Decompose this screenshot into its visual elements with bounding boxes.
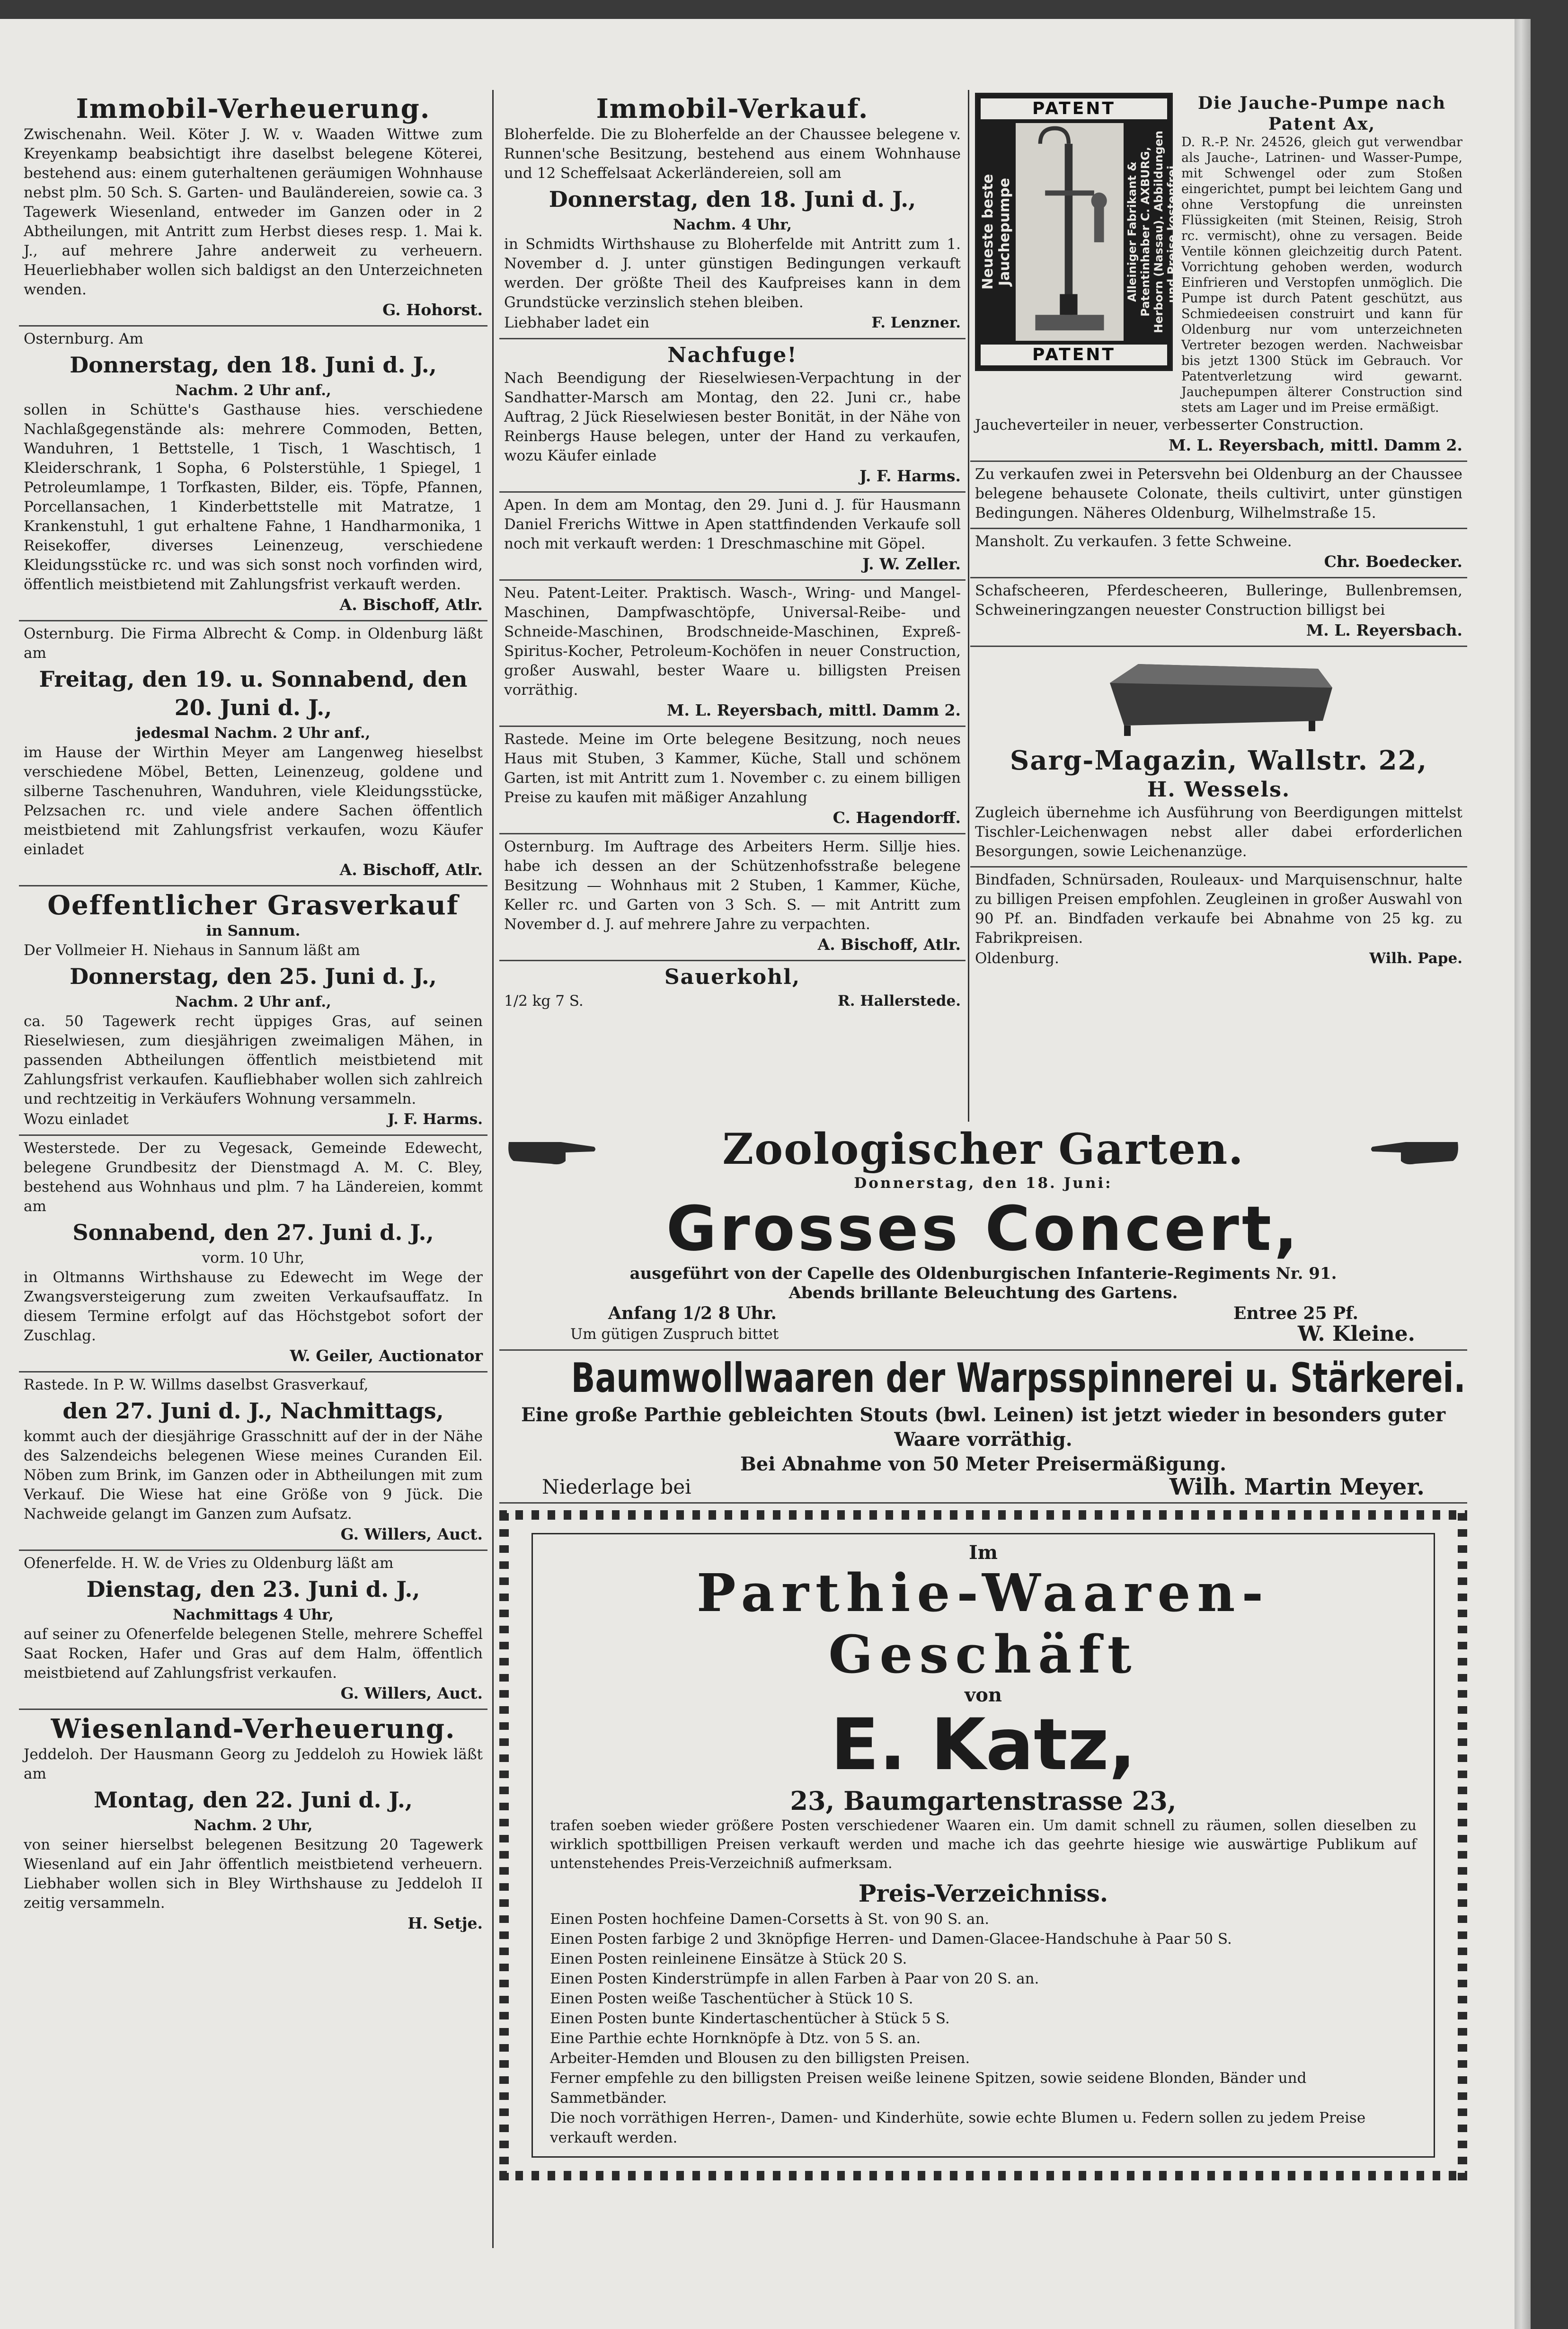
patent-label-top: PATENT: [981, 98, 1167, 119]
ad-body: Bindfaden, Schnürsaden, Rouleaux- und Marquisenschnur, halte zu billigen Preisen empfohlen. Zeugleinen in großer Auswahl von 90 Pf. an. Bindfaden verkaufe bei Abnahme von 25 kg. zu Fabrikpreisen.: [975, 871, 1462, 947]
ad-name: H. Wessels.: [1147, 778, 1291, 802]
price-item: Einen Posten Kinderstrümpfe in allen Farben à Paar von 20 S. an.: [550, 1970, 1039, 1987]
ad-body: Apen. In dem am Montag, den 29. Juni d. J. für Hausmann Daniel Frerichs Wittwe in Apen stattfindenden Verkaufe soll noch mit verkauft werden: 1 Dreschmaschine mit Göpel.: [504, 496, 961, 552]
ad-body: Bloherfelde. Die zu Bloherfelde an der Chaussee belegene v. Runnen'sche Besitzung, bestehend aus einem Wohnhause und 12 Scheffelsaat Ackerländereien, soll am: [504, 126, 961, 182]
ad-title: Nachfuge!: [667, 343, 797, 367]
ad-body: kommt auch der diesjährige Grasschnitt auf der in der Nähe des Salzendeichs belegenen Wiese meines Curanden Eil. Nöben zum Brink, im Ganzen oder in Abtheilungen mit zum Verkauf. Die Wiese hat eine Größe von 9 Jück. Die Nachweide gelangt im Ganzen zum Aufsatz.: [24, 1428, 483, 1523]
ad-body: Zu verkaufen zwei in Petersvehn bei Oldenburg an der Chaussee belegene behausete Colonate, theils cultivirt, unter günstigen Bedingungen. Näheres Oldenburg, Wilhelmstraße 15.: [975, 466, 1462, 522]
ad-depot: Niederlage bei: [542, 1475, 691, 1498]
ad-signature: G. Willers, Auct.: [340, 1684, 483, 1702]
ad-signature-row: [975, 948, 1462, 969]
ad-bindfaden: [970, 868, 1467, 974]
ad-signature: Wilh. Martin Meyer.: [1169, 1474, 1425, 1500]
patent-label-bottom: PATENT: [981, 345, 1167, 365]
ad-signature: A. Bischoff, Atlr.: [817, 935, 961, 954]
ad-signature: J. W. Zeller.: [862, 555, 961, 573]
ad-zoologischer-garten: [499, 1122, 1467, 1351]
ad-body: in Oltmanns Wirthshause zu Edewecht im Wege der Zwangsversteigerung zum zweiten Verkaufsauffatz. In diesem Termine erfolgt auf das Höchstgebot sofort der Zuschlag.: [24, 1269, 483, 1344]
column-rule-2: [968, 90, 969, 1122]
ad-rastede-besitzung: [499, 727, 966, 834]
ad-start-time: Anfang 1/2 8 Uhr.: [608, 1303, 777, 1323]
ad-im: Im: [968, 1541, 998, 1564]
ad-signature: A. Bischoff, Atlr.: [339, 595, 483, 614]
ad-line: Abends brillante Beleuchtung des Gartens.: [788, 1284, 1178, 1302]
price-item: Einen Posten weiße Taschentücher à Stück 10 S.: [550, 1990, 913, 2007]
zoo-sig-row: [504, 1324, 1462, 1345]
ad-line: ausgeführt von der Capelle des Oldenburgischen Infanterie-Regiments Nr. 91.: [629, 1264, 1337, 1283]
column-left: [19, 90, 487, 2248]
ad-invite: Wozu einladet: [24, 1111, 129, 1128]
ad-subtitle: in Sannum.: [206, 922, 301, 939]
ad-warpsspinnerei: [499, 1351, 1467, 1504]
ad-body: Nach Beendigung der Rieselwiesen-Verpachtung in der Sandhatter-Marsch am Montag, den 22. Juni cr., habe Auftrag, 2 Jück Rieselwiesen bester Bonität, in der Nähe von Reinbergs Hause belegen, unter der Hand zu verkaufen, wozu Käufer einlade: [504, 370, 961, 464]
ad-title: Sarg-Magazin, Wallstr. 22,: [1010, 745, 1428, 776]
ad-title: Die Jauche-Pumpe nach Patent Ax,: [1197, 93, 1446, 134]
ad-date: Donnerstag, den 25. Juni d. J.,: [70, 964, 437, 989]
ad-signature: J. F. Harms.: [859, 467, 961, 485]
ad-note: Jaucheverteiler in neuer, verbesserter Construction.: [975, 416, 1364, 434]
ad-body: Jeddeloh. Der Hausmann Georg zu Jeddeloh zu Howiek läßt am: [24, 1746, 483, 1782]
column-middle: [499, 90, 966, 1131]
ad-body: Osternburg. Im Auftrage des Arbeiters Herm. Sillje hies. habe ich dessen an der Schützenhofsstraße belegene Besitzung — Wohnhaus mit 2 Stuben, 1 Kammer, Küche, Keller rc. und Garten von 3 Sch. S. — mit Antritt zum November d. J. auf mehrere Jahre zu verpachten.: [504, 838, 961, 933]
ad-invite: Liebhaber ladet ein: [504, 314, 650, 331]
coffin-icon: [1096, 655, 1342, 740]
ad-time: Nachm. 2 Uhr,: [194, 1817, 313, 1834]
ad-signature: Chr. Boedecker.: [1324, 552, 1462, 571]
price-item: Ferner empfehle zu den billigsten Preisen weiße leinene Spitzen, sowie seidene Blonden, Bänder und Sammetbänder.: [550, 2070, 1307, 2107]
ad-body: Rastede. Meine im Orte belegene Besitzung, noch neues Haus mit Stuben, 3 Kammer, Küche, Stall und schönem Garten, ist mit Antritt zum 1. November c. zu einem billigen Preise zu kaufen mit mäßiger Anzahlung: [504, 731, 961, 806]
ad-body: Schafscheeren, Pferdescheeren, Bulleringe, Bullenbremsen, Schweineringzangen neuester Construction billigst bei: [975, 582, 1462, 619]
ad-address: 23, Baumgartenstrasse 23,: [790, 1786, 1177, 1816]
concert-title: Grosses Concert,: [666, 1193, 1301, 1265]
ad-time: vorm. 10 Uhr,: [202, 1249, 305, 1266]
ad-immobil-verheuerung: [19, 90, 487, 327]
ad-title: Immobil-Verheuerung.: [76, 93, 431, 124]
ad-nachfuge: [499, 339, 966, 493]
ad-katz: [532, 1533, 1435, 2158]
ad-title: Zoologischer Garten.: [722, 1124, 1244, 1174]
ad-osternburg-auction: [19, 327, 487, 621]
patent-side-right: Alleiniger Fabrikant & Patentinhaber C. AXBURG, Herborn (Nassau). Abbildungen und Preise kostenfrei.: [1125, 131, 1178, 333]
pump-illustration: [975, 93, 1178, 371]
ad-body: Mansholt. Zu verkaufen. 3 fette Schweine.: [975, 533, 1292, 550]
price-list: [550, 1909, 1417, 2148]
ad-patent-leiter: [499, 581, 966, 727]
ad-signature: W. Kleine.: [1297, 1322, 1415, 1346]
ad-signature: H. Setje.: [408, 1914, 483, 1932]
ad-signature: C. Hagendorff.: [833, 808, 961, 827]
ad-intro: trafen soeben wieder größere Posten verschiedener Waaren ein. Um damit schnell zu räumen, sollen dieselben zu wirklich spottbilligen Preisen verkauft werden und mache ich das geehrte hiesige wie auswärtige Publikum auf untenstehendes Preis-Verzeichniß aufmerksam.: [550, 1817, 1417, 1872]
ad-time: Nachm. 2 Uhr anf.,: [175, 993, 331, 1010]
pointing-hand-left-icon: [1368, 1128, 1462, 1170]
price-item: Arbeiter-Hemden und Blousen zu den billigsten Preisen.: [550, 2050, 970, 2067]
ad-date: Dienstag, den 23. Juni d. J.,: [86, 1576, 420, 1602]
ad-signature: M. L. Reyersbach, mittl. Damm 2.: [1169, 436, 1462, 454]
page-edge: [1515, 19, 1531, 2329]
ad-katz-border: [499, 1510, 1467, 2180]
ad-von: von: [964, 1684, 1002, 1706]
ad-signature: Wilh. Pape.: [1369, 950, 1462, 967]
ad-intro: Osternburg. Die Firma Albrecht & Comp. in Oldenburg läßt am: [24, 625, 483, 662]
ad-signature: M. L. Reyersbach.: [1306, 621, 1462, 639]
ad-body: ca. 50 Tagewerk recht üppiges Gras, auf seinen Rieselwiesen, zum diesjährigen zweimaligen Mähen, in passenden Abtheilungen öffentlich meistbietend mit Zahlungsfrist verkaufen. Kaufliebhaber wollen sich zahlreich und rechtzeitig in Verkäufers Wohnung versammeln.: [24, 1013, 483, 1107]
ad-date: Donnerstag, den 18. Juni d. J.,: [549, 186, 916, 212]
ad-body: sollen in Schütte's Gasthause hies. verschiedene Nachlaßgegenstände als: mehrere Commoden, Betten, Wanduhren, 1 Bettstelle, 1 Tisch, 1 Waschtisch, 1 Kleiderschrank, 1 Sopha, 6 Polsterstühle, 1 Spiegel, 1 Petroleumlampe, 1 Torfkasten, Bilder, eis. Töpfe, Pfannen, Porcellansachen, 1 Kinderbettstelle mit Matratze, 1 Krankenstuhl, 1 gut erhaltene Fahne, 1 Handharmonika, 1 Reisekoffer, diverses Leinenzeug, verschiedene Kleidungsstücke rc. und was sich sonst noch vorfinden wird, öffentlich meistbietend mit Zahlungsfrist verkauft werden.: [24, 401, 483, 593]
ad-place: Osternburg. Am: [24, 330, 143, 347]
ad-name: E. Katz,: [830, 1704, 1136, 1786]
zoo-info-row: [504, 1303, 1462, 1324]
ad-signature: G. Willers, Auct.: [340, 1525, 483, 1543]
ad-signature-row: [504, 312, 961, 333]
ad-title: Parthie-Waaren-Geschäft: [696, 1562, 1270, 1685]
price-list-title: Preis-Verzeichniss.: [858, 1879, 1108, 1907]
ad-scheeren: [970, 578, 1467, 647]
ad-time: jedesmal Nachm. 2 Uhr anf.,: [136, 725, 371, 742]
ad-signature-row: [504, 991, 961, 1011]
ad-wiesenland: [19, 1710, 487, 1939]
zoo-header: [504, 1125, 1462, 1174]
ad-body: in Schmidts Wirthshause zu Bloherfelde mit Antritt zum 1. November d. J. unter günstigen Bedingungen verkauft werden. Der größte Theil des Kaufpreises kann in dem Grundstücke verzinslich stehen bleiben.: [504, 236, 961, 311]
patent-block: [975, 93, 1462, 416]
ad-signature: G. Hohorst.: [382, 301, 483, 319]
ad-title: Baumwollwaaren der Warpsspinnerei u. Stärkerei.: [571, 1355, 1466, 1402]
patent-side-left: Neueste beste Jauchepumpe: [980, 174, 1013, 290]
ad-title: Wiesenland-Verheuerung.: [51, 1713, 456, 1745]
ad-time: Nachm. 2 Uhr anf.,: [175, 382, 331, 399]
wide-ads-area: [499, 1122, 1467, 2248]
ad-petersvehn: [970, 462, 1467, 529]
pump-icon: [1016, 123, 1124, 341]
price-item: Die noch vorräthigen Herren-, Damen- und Kinderhüte, sowie echte Blumen u. Federn sollen zu jedem Preise verkauft werden.: [550, 2109, 1366, 2146]
ad-ofenerfelde: [19, 1551, 487, 1710]
ad-request: Um gütigen Zuspruch bittet: [570, 1326, 779, 1343]
column-right: [970, 90, 1467, 1131]
ad-osternburg-pacht: [499, 834, 966, 961]
ad-date: Freitag, den 19. u. Sonnabend, den 20. Juni d. J.,: [39, 666, 468, 720]
price-item: Einen Posten hochfeine Damen-Corsetts à St. von 90 S. an.: [550, 1911, 990, 1928]
ad-line: Eine große Parthie gebleichten Stouts (bwl. Leinen) ist jetzt wieder in besonders guter Waare vorräthig.: [521, 1404, 1446, 1451]
pointing-hand-right-icon: [504, 1128, 599, 1170]
price-item: Einen Posten reinleinene Einsätze à Stück 20 S.: [550, 1950, 907, 1967]
ad-body: von seiner hierselbst belegenen Besitzung 20 Tagewerk Wiesenland auf ein Jahr öffentlich meistbietend verheuern. Liebhaber wollen sich in Bley Wirthshause zu Jeddeloh II zeitig versammeln.: [24, 1836, 483, 1912]
ad-date: Donnerstag, den 18. Juni d. J.,: [70, 352, 437, 378]
ad-signature: R. Hallerstede.: [837, 992, 961, 1010]
ad-entry-fee: Entree 25 Pf.: [1233, 1303, 1358, 1323]
ad-body: Rastede. In P. W. Willms daselbst Grasverkauf,: [24, 1376, 369, 1393]
price-item: Einen Posten farbige 2 und 3knöpfige Herren- und Damen-Glacee-Handschuhe à Paar 50 S.: [550, 1931, 1232, 1948]
ad-date: Sonnabend, den 27. Juni d. J.,: [72, 1220, 434, 1245]
ad-signature: M. L. Reyersbach, mittl. Damm 2.: [667, 701, 961, 719]
ad-date: den 27. Juni d. J., Nachmittags,: [62, 1398, 444, 1424]
ad-body: auf seiner zu Ofenerfelde belegenen Stelle, mehrere Scheffel Saat Rocken, Hafer und Gras auf dem Halm, öffentlich meistbietend auf Zahlungsfrist verkaufen.: [24, 1626, 483, 1682]
ad-body: Zugleich übernehme ich Ausführung von Beerdigungen mittelst Tischler-Leichenwagen nebst aller dabei erforderlichen Besorgungen, sowie Leichenanzüge.: [975, 804, 1462, 860]
ad-time: Nachm. 4 Uhr,: [673, 216, 792, 233]
ad-signature: A. Bischoff, Atlr.: [339, 860, 483, 879]
ad-rastede-gras: [19, 1373, 487, 1551]
ad-immobil-verkauf: [499, 90, 966, 339]
ad-title: Sauerkohl,: [664, 965, 801, 989]
ad-intro: Ofenerfelde. H. W. de Vries zu Oldenburg läßt am: [24, 1555, 394, 1572]
ad-body: Neu. Patent-Leiter. Praktisch. Wasch-, Wring- und Mangel-Maschinen, Dampfwaschtöpfe, Universal-Reibe- und Schneide-Maschinen, Brodschneide-Maschinen, Expreß-Spiritus-Kocher, Petroleum-Kochöfen in neuer Construction, großer Auswahl, bester Waare u. billigsten Preisen vorräthig.: [504, 584, 961, 699]
ad-mansholt: [970, 529, 1467, 578]
ad-price: 1/2 kg 7 S.: [504, 992, 584, 1010]
price-item: Einen Posten bunte Kindertaschentücher à Stück 5 S.: [550, 2010, 950, 2027]
ad-body: D. R.-P. Nr. 24526, gleich gut verwendbar als Jauche-, Latrinen- und Wasser-Pumpe, mit Schwengel oder zum Stoßen eingerichtet, pumpt bei leichtem Gang und ohne Verstopfung die unreinsten Flüssigkeiten (mit Steinen, Reisig, Stroh rc. vermischt), ohne zu versagen. Beide Ventile können gleichzeitig durch Patent. Vorrichtung gehoben werden, wodurch Einfrieren und Verstopfen unmöglich. Die Pumpe ist durch Patent geschützt, aus Schmiedeeisen construirt und kann für Oldenburg nur vom unterzeichneten Vertreter bezogen werden. Nachweisbar bis jetzt 1300 Stück im Gebrauch. Vor Patentverletzung wird gewarnt. Jauchepumpen älterer Construction sind stets am Lager und im Preise ermäßigt.: [1181, 135, 1462, 415]
ad-apen: [499, 493, 966, 581]
ad-signature: F. Lenzner.: [871, 314, 961, 331]
ad-time: Nachmittags 4 Uhr,: [173, 1606, 334, 1623]
ad-title: Immobil-Verkauf.: [596, 93, 869, 124]
ad-body: Der Vollmeier H. Niehaus in Sannum läßt am: [24, 942, 360, 959]
ad-sauerkohl: [499, 961, 966, 1016]
ad-sarg-magazin: [970, 647, 1467, 868]
ad-date: Montag, den 22. Juni d. J.,: [94, 1787, 413, 1813]
ad-signature: W. Geiler, Auctionator: [290, 1346, 483, 1365]
ad-body: im Hause der Wirthin Meyer am Langenweg hieselbst verschiedene Möbel, Betten, Leinenzeug, goldene und silberne Taschenuhren, Wanduhren, viele Kleidungsstücke, Pelzsachen rc. und viele andere Sachen öffentlich meistbietend mit Zahlungsfrist verkaufen, wozu Käufer einladet: [24, 744, 483, 858]
price-item: Eine Parthie echte Hornknöpfe à Dtz. von 5 S. an.: [550, 2030, 921, 2047]
ad-signature: J. F. Harms.: [387, 1111, 483, 1128]
ad-westerstede: [19, 1136, 487, 1373]
column-rule-1: [492, 90, 494, 2248]
pump-drawing: [1016, 123, 1124, 341]
warp-sig-row: [504, 1474, 1462, 1500]
ad-body: Westerstede. Der zu Vegesack, Gemeinde Edewecht, belegene Grundbesitz der Dienstmagd A. M. C. Bley, bestehend aus Wohnhaus und plm. 7 ha Ländereien, kommt am: [24, 1140, 483, 1215]
ad-date: Donnerstag, den 18. Juni:: [854, 1175, 1113, 1192]
ad-title: Oeffentlicher Grasverkauf: [47, 890, 459, 921]
ad-body: Zwischenahn. Weil. Köter J. W. v. Waaden Wittwe zum Kreyenkamp beabsichtigt ihre daselbst belegene Köterei, bestehend aus: einem guterhaltenen geräumigen Wohnhause nebst plm. 50 Sch. S. Garten- und Bauländereien, sowie ca. 3 Tagewerk Wiesenland, entweder im Ganzen oder in 2 Abtheilungen, mit Antritt zum Herbst dieses resp. 1. Mai k. J., auf mehrere Jahre anderweit zu verheuern. Heuerliebhaber wollen sich baldigst an den Unterzeichneten wenden.: [24, 126, 483, 298]
ad-albrecht-comp: [19, 621, 487, 886]
ad-jauche-pumpe: [970, 90, 1467, 462]
ad-line: Bei Abnahme von 50 Meter Preisermäßigung.: [740, 1453, 1227, 1475]
ad-signature-row: [24, 1109, 483, 1130]
ad-place: Oldenburg.: [975, 950, 1059, 967]
ad-grasverkauf: [19, 886, 487, 1136]
